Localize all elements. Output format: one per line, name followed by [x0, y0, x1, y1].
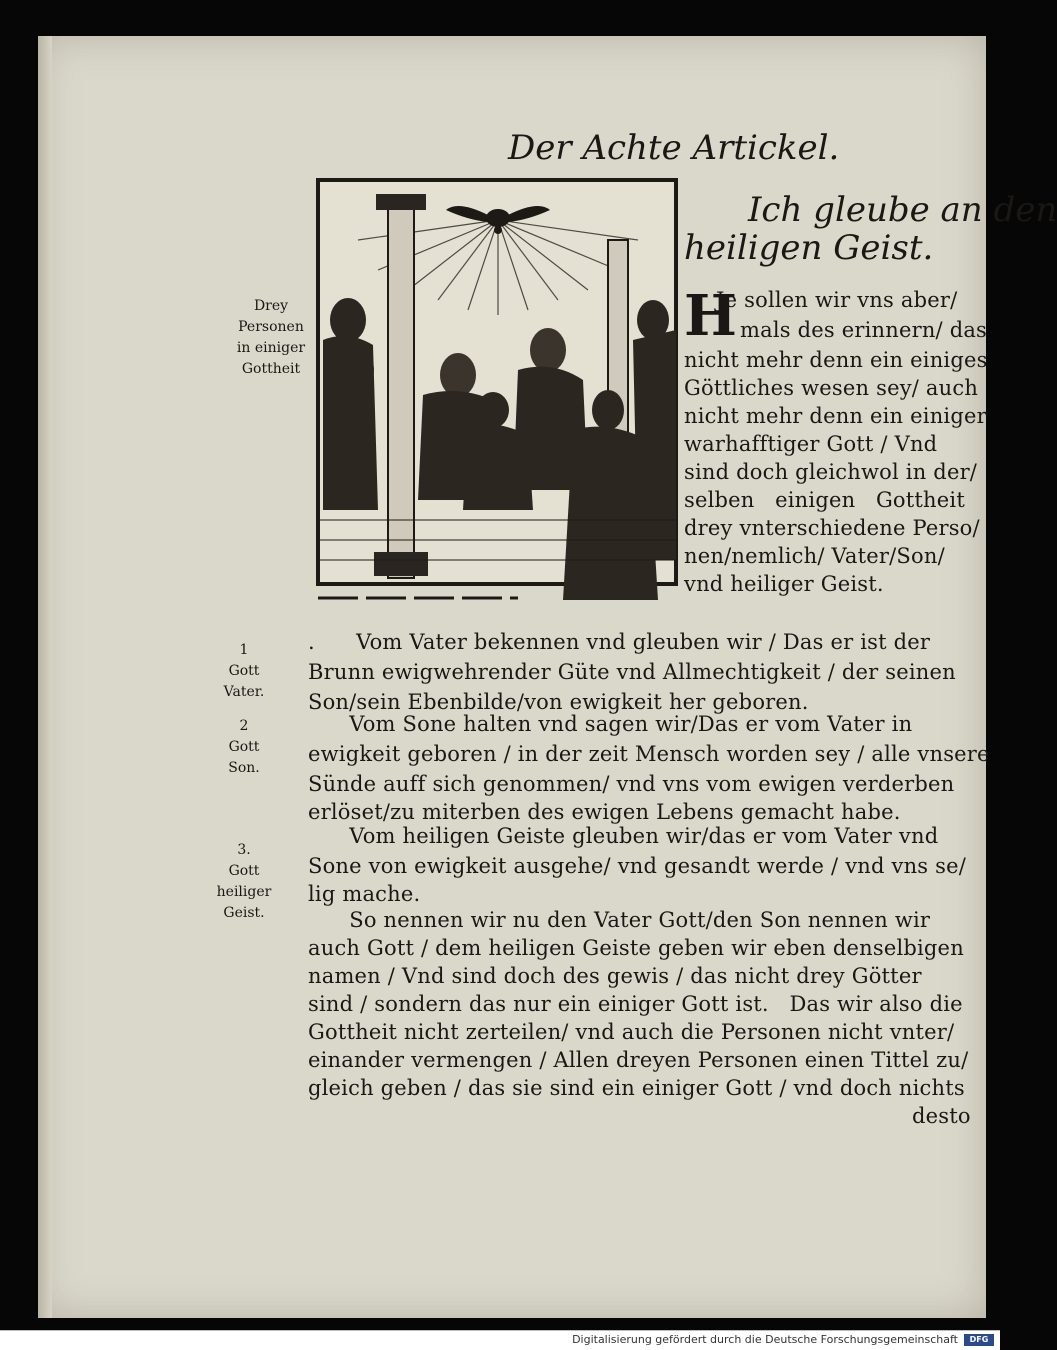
- margin-note-line: Vater.: [223, 684, 265, 700]
- body-line: Brunn ewigwehrender Güte vnd Allmechtigkeit / der seinen: [308, 660, 956, 684]
- article-title-line-1: Ich gleube an den: [748, 190, 1057, 230]
- intro-line: Göttliches wesen sey/ auch: [684, 376, 979, 400]
- body-line: einander vermengen / Allen dreyen Personen einen Tittel zu/: [308, 1048, 969, 1072]
- body-line: erlöset/zu miterben des ewigen Lebens gemacht habe.: [308, 800, 901, 824]
- body-line: lig mache.: [308, 882, 421, 906]
- margin-note-line: 2: [239, 718, 249, 734]
- margin-note-line: Son.: [228, 760, 260, 776]
- funding-credit: Digitalisierung gefördert durch die Deutsche Forschungsgemeinschaft: [572, 1333, 958, 1346]
- margin-note-line: in einiger: [236, 340, 306, 356]
- chapter-heading: Der Achte Artickel.: [508, 128, 840, 168]
- body-line: Sone von ewigkeit ausgehe/ vnd gesandt werde / vnd vns se/: [308, 854, 967, 878]
- margin-note-line: Personen: [238, 319, 304, 335]
- margin-note-line: Gott: [228, 863, 260, 879]
- intro-line: selben einigen Gottheit: [684, 488, 965, 512]
- intro-line: sind doch gleichwol in der/: [684, 460, 978, 484]
- footer-bar: [0, 1330, 1000, 1350]
- intro-line: Je sollen wir vns aber/: [716, 288, 958, 312]
- decorated-initial: H: [684, 283, 737, 349]
- intro-line: nicht mehr denn ein einiger: [684, 404, 987, 428]
- body-line: Vom heiligen Geiste gleuben wir/das er vom Vater vnd: [308, 824, 939, 848]
- margin-note-spirit: [214, 840, 274, 924]
- margin-note-line: Gottheit: [241, 361, 301, 377]
- intro-line: drey vnterschiedene Perso/: [684, 516, 980, 540]
- body-line: namen / Vnd sind doch des gewis / das nicht drey Götter: [308, 964, 922, 988]
- body-line: gleich geben / das sie sind ein einiger Gott / vnd doch nichts: [308, 1076, 965, 1100]
- body-line: ewigkeit geboren / in der zeit Mensch worden sey / alle vnsere: [308, 742, 990, 766]
- intro-line: nicht mehr denn ein einiges: [684, 348, 988, 372]
- intro-line: warhafftiger Gott / Vnd: [684, 432, 938, 456]
- margin-note-line: 1: [239, 642, 249, 658]
- body-line: Son/sein Ebenbilde/von ewigkeit her geboren.: [308, 690, 809, 714]
- body-line: auch Gott / dem heiligen Geiste geben wir eben denselbigen: [308, 936, 964, 960]
- page-edge: [38, 36, 52, 1318]
- body-line: Sünde auff sich genommen/ vnd vns vom ewigen verderben: [308, 772, 955, 796]
- margin-note-line: 3.: [237, 842, 251, 858]
- margin-note-father: [214, 640, 274, 703]
- margin-note-trinity: [228, 296, 314, 380]
- intro-line: mals des erinnern/ das: [740, 318, 988, 342]
- catchword: desto: [912, 1104, 971, 1128]
- body-line: . Vom Vater bekennen vnd gleuben wir / Das er ist der: [308, 630, 931, 654]
- intro-line: vnd heiliger Geist.: [684, 572, 884, 596]
- dfg-logo: DFG: [964, 1334, 994, 1346]
- margin-note-line: heiliger: [216, 884, 272, 900]
- body-line: Gottheit nicht zerteilen/ vnd auch die Personen nicht vnter/: [308, 1020, 955, 1044]
- margin-note-line: Gott: [228, 663, 260, 679]
- body-line: So nennen wir nu den Vater Gott/den Son nennen wir: [308, 908, 931, 932]
- article-title-line-2: heiligen Geist.: [684, 228, 934, 268]
- intro-line: nen/nemlich/ Vater/Son/: [684, 544, 945, 568]
- margin-note-line: Gott: [228, 739, 260, 755]
- pentecost-woodcut: [318, 180, 676, 606]
- margin-note-line: Geist.: [223, 905, 265, 921]
- body-line: Vom Sone halten vnd sagen wir/Das er vom Vater in: [308, 712, 913, 736]
- body-line: sind / sondern das nur ein einiger Gott ist. Das wir also die: [308, 992, 963, 1016]
- margin-note-line: Drey: [253, 298, 289, 314]
- margin-note-son: [214, 716, 274, 779]
